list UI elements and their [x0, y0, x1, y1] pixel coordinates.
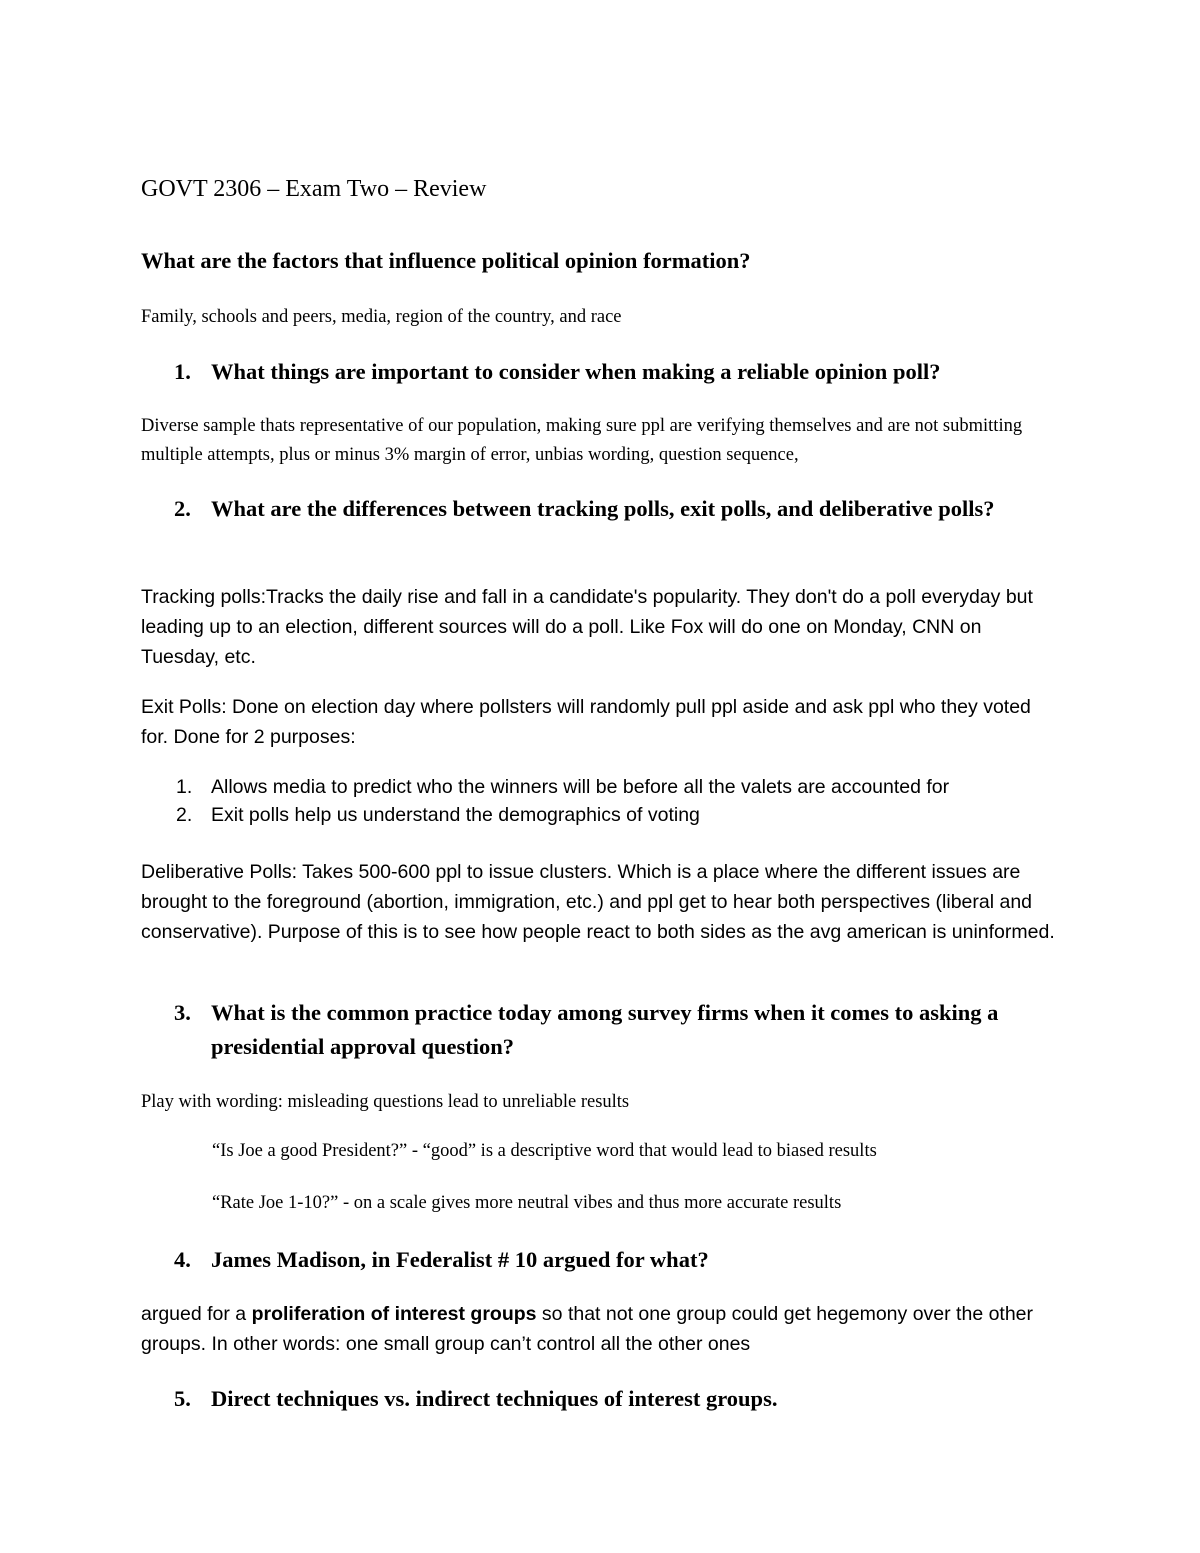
question-text: What things are important to consider when making a reliable opinion poll? — [211, 359, 941, 384]
question-4 — [174, 1243, 1064, 1277]
deliberative-polls-answer: Deliberative Polls: Takes 500-600 ppl to issue clusters. Which is a place where the different issues are brought to the foreground (abortion, immigration, etc.) and ppl get to hear both perspectives (liberal and conservative). Purpose of this is to see how people react to both sides as the avg american is uninformed. — [141, 861, 1055, 943]
question-number: 4. — [174, 1247, 191, 1272]
question-1-answer: Diverse sample thats representative of our population, making sure ppl are verifying themselves and are not submitting multiple attempts, plus or minus 3% margin of error, unbias wording, question sequence, — [141, 416, 1023, 465]
list-number: 1. — [176, 776, 193, 798]
page-title: GOVT 2306 – Exam Two – Review — [141, 176, 487, 202]
question-3-answer: Play with wording: misleading questions lead to unreliable results — [141, 1092, 630, 1112]
question-text: Direct techniques vs. indirect techniques of interest groups. — [211, 1386, 778, 1411]
question-text: What is the common practice today among survey firms when it comes to asking a presidential approval question? — [211, 1000, 999, 1059]
question-4-answer — [141, 1299, 1061, 1359]
question-5 — [174, 1382, 1064, 1416]
question-text: What are the differences between tracking polls, exit polls, and deliberative polls? — [211, 496, 995, 521]
question-text: James Madison, in Federalist # 10 argued for what? — [211, 1247, 709, 1272]
list-item — [176, 801, 700, 830]
intro-answer: Family, schools and peers, media, region of the country, and race — [141, 307, 622, 327]
list-text: Allows media to predict who the winners will be before all the valets are accounted for — [211, 776, 950, 798]
list-item — [176, 773, 949, 802]
intro-question: What are the factors that influence political opinion formation? — [141, 248, 751, 273]
question-number: 2. — [174, 496, 191, 521]
question-3 — [174, 996, 1024, 1064]
quote-example-2: “Rate Joe 1-10?” - on a scale gives more neutral vibes and thus more accurate results — [212, 1193, 842, 1213]
question-1 — [174, 355, 1064, 389]
quote-example-1: “Is Joe a good President?” - “good” is a descriptive word that would lead to biased results — [212, 1141, 877, 1161]
exit-polls-answer: Exit Polls: Done on election day where pollsters will randomly pull ppl aside and ask ppl who they voted for. Done for 2 purposes: — [141, 696, 1031, 748]
answer-text: so that not one group could get hegemony over the other groups. In other words: one small group can’t control all the other ones — [141, 1303, 1034, 1355]
tracking-polls-answer: Tracking polls:Tracks the daily rise and fall in a candidate's popularity. They don't do a poll everyday but leading up to an election, different sources will do a poll. Like Fox will do one on Monday, CNN on Tuesday, etc. — [141, 586, 1033, 668]
question-number: 3. — [174, 1000, 191, 1025]
answer-emphasis: proliferation of interest groups — [251, 1303, 537, 1325]
question-number: 1. — [174, 359, 191, 384]
list-number: 2. — [176, 804, 193, 826]
answer-text: argued for a — [141, 1303, 252, 1325]
question-number: 5. — [174, 1386, 191, 1411]
question-2 — [174, 492, 1044, 526]
list-text: Exit polls help us understand the demographics of voting — [211, 804, 700, 826]
